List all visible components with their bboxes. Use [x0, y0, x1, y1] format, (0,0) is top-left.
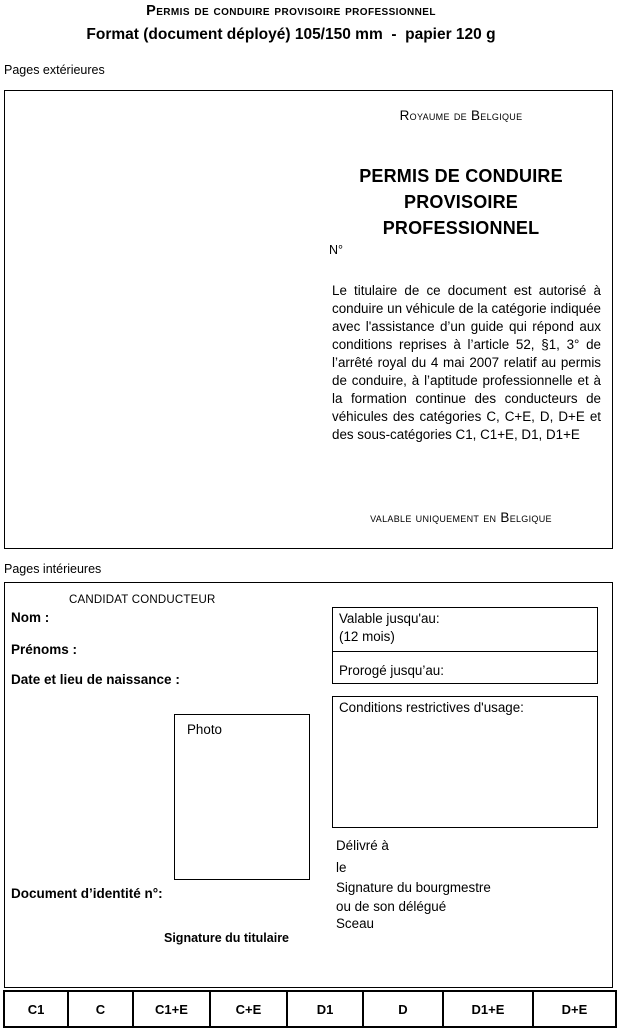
photo-box: [174, 714, 310, 880]
category-cell-ce: C+E: [211, 992, 288, 1026]
restrictive-conditions-box: [332, 696, 598, 828]
name-label: Nom :: [11, 610, 50, 625]
prorogation-cell: [333, 651, 597, 683]
category-cell-de: D+E: [561, 1001, 588, 1017]
category-cell-c: C: [69, 992, 134, 1026]
issued-date-label: le: [336, 860, 347, 875]
birthdate-label: Date et lieu de naissance :: [11, 672, 180, 687]
category-table: [3, 990, 617, 1028]
category-cell-d1e: D1+E: [444, 992, 534, 1026]
seal-label: Sceau: [336, 916, 374, 931]
pages-exterieures-label: Pages extérieures: [4, 63, 105, 77]
valid-until-label: Valable jusqu'au:: [339, 611, 440, 626]
candidate-header: CANDIDAT CONDUCTEUR: [69, 594, 216, 606]
issued-at-label: Délivré à: [336, 838, 389, 853]
country-name: Royaume de Belgique: [399, 108, 523, 123]
valid-until-cell: [333, 608, 597, 651]
firstnames-label: Prénoms :: [11, 642, 78, 657]
category-cell-c1e: C1+E: [134, 992, 211, 1026]
authorization-text: Le titulaire de ce document est autorisé à conduire un véhicule de la catégorie indiquée avec l'assistance d’un guide qui répond aux conditions reprises à l’article 52, §1, 3° de l’arrêté royal du 4 mai 2007 relatif au permis de conduire, à l’aptitude professionnelle et à la formation continue des conducteurs de véhicules des catégories C, C+E, D, D+E et des sous-catégories C1, C1+E, D1, D1+E: [332, 283, 601, 442]
photo-label: Photo: [187, 722, 222, 737]
restrictive-conditions-label: Conditions restrictives d'usage:: [339, 700, 524, 715]
interior-spread-box: [4, 582, 613, 988]
holder-signature-label: Signature du titulaire: [164, 931, 290, 945]
licence-heading-line-2: PROVISOIRE: [403, 192, 519, 212]
mayor-signature-label: [336, 879, 491, 916]
mayor-signature-line-1: Signature du bourgmestre: [336, 880, 491, 895]
licence-heading: [328, 163, 594, 241]
category-cell-c1: C1: [5, 992, 69, 1026]
pages-interieures-label: Pages intérieures: [4, 562, 102, 576]
valid-until-box: [332, 607, 598, 684]
mayor-signature-line-2: ou de son délégué: [336, 898, 447, 914]
document-title: Permis de conduire provisoire professionnel: [146, 3, 436, 19]
valid-duration-note: (12 mois): [339, 629, 395, 644]
prorogation-label: Prorogé jusqu’au:: [339, 663, 444, 678]
identity-document-label: Document d’identité n°:: [11, 886, 163, 901]
exterior-spread-box: [4, 90, 613, 549]
category-cell-d: D: [364, 992, 444, 1026]
licence-heading-line-1: PERMIS DE CONDUIRE: [359, 166, 563, 186]
validity-note: valable uniquement en Belgique: [370, 510, 552, 525]
number-label: N°: [329, 243, 344, 257]
format-subtitle: Format (document déployé) 105/150 mm - papier 120 g: [86, 26, 496, 43]
category-cell-d1: D1: [288, 992, 364, 1026]
licence-heading-line-3: PROFESSIONNEL: [382, 218, 540, 238]
